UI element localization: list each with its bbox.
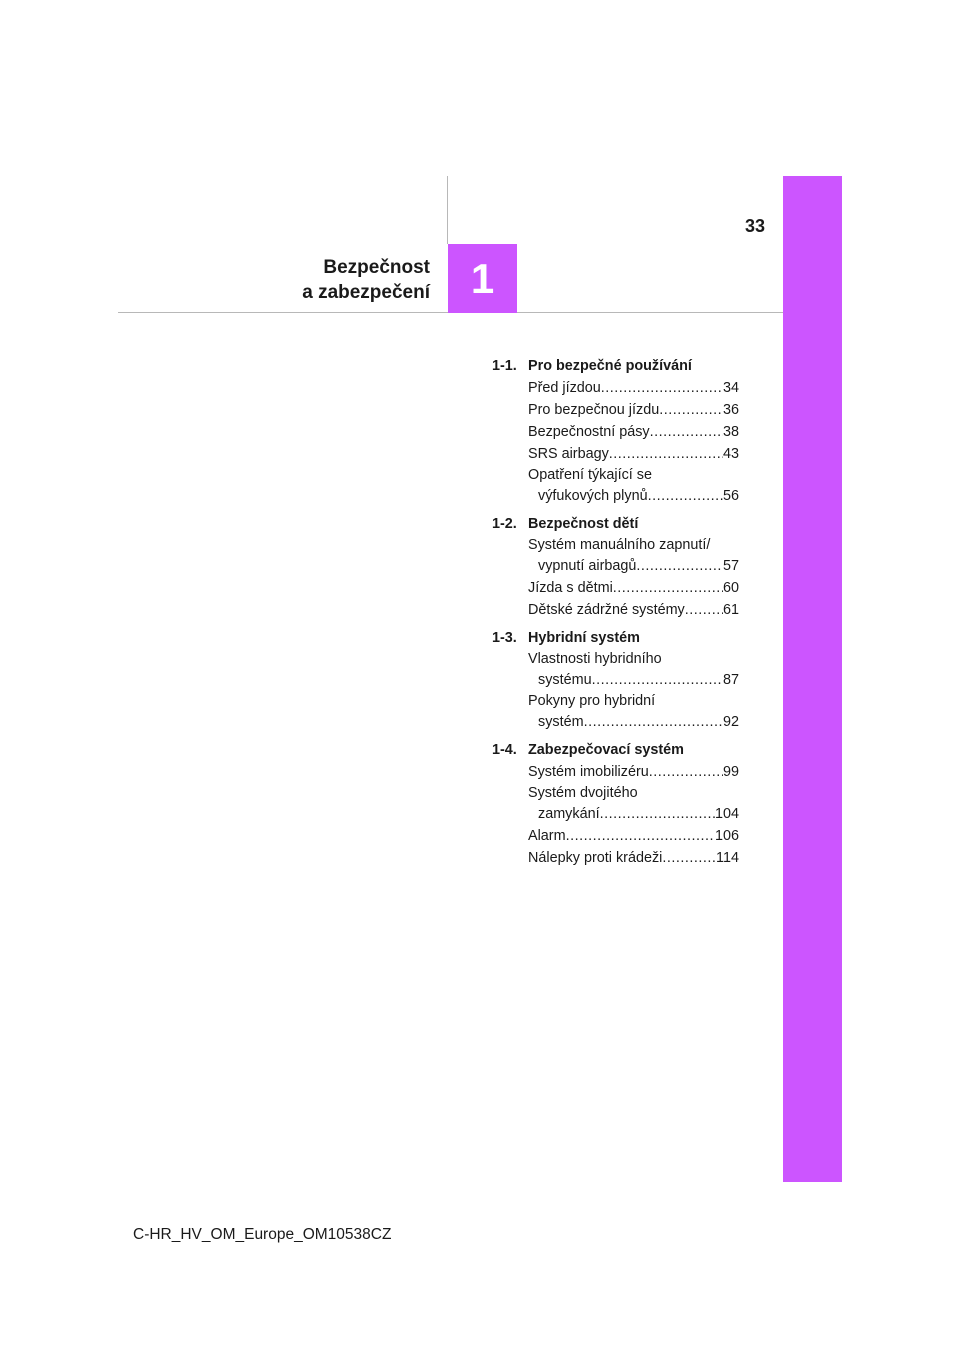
toc-leader-dots — [601, 377, 723, 399]
page-number: 33 — [745, 216, 766, 236]
toc-leader-dots — [566, 825, 715, 847]
toc-entry-title: Dětské zádržné systémy — [528, 602, 685, 618]
toc-entry[interactable] — [528, 847, 739, 869]
toc-entry[interactable] — [528, 377, 739, 399]
footer-doc-code: C-HR_HV_OM_Europe_OM10538CZ — [133, 1226, 392, 1243]
toc-entry-page: 61 — [722, 602, 739, 618]
toc-entry-page: 60 — [722, 580, 739, 596]
toc-entry-page: 36 — [722, 402, 739, 418]
toc-section-title: Zabezpečovací systém — [528, 742, 684, 758]
chapter-title — [302, 255, 430, 305]
toc-entry-page: 38 — [722, 424, 739, 440]
toc-entry-title: Alarm — [528, 828, 566, 844]
header-vertical-rule — [447, 176, 448, 244]
toc-leader-dots — [636, 555, 723, 577]
toc-entry-title: systému — [538, 672, 592, 688]
toc-entry-page: 57 — [722, 558, 739, 574]
toc-section-title: Hybridní systém — [528, 630, 640, 646]
toc-entry-page: 87 — [722, 672, 739, 688]
toc-entry[interactable] — [528, 399, 739, 421]
toc-section-heading[interactable] — [492, 627, 739, 649]
toc-entry[interactable] — [528, 577, 739, 599]
toc-leader-dots — [648, 485, 723, 507]
toc-entry-title: zamykání — [538, 806, 600, 822]
toc-entry-title: výfukových plynů — [538, 488, 648, 504]
toc-leader-dots — [662, 847, 716, 869]
toc-entry[interactable] — [528, 825, 739, 847]
toc-entry-title: SRS airbagy — [528, 446, 609, 462]
chapter-title-line1: Bezpečnost — [323, 257, 430, 278]
toc-entry-title: Bezpečnostní pásy — [528, 424, 650, 440]
toc-section-heading[interactable] — [492, 739, 739, 761]
toc-section-title: Bezpečnost dětí — [528, 516, 639, 532]
toc-entry-title: Systém imobilizéru — [528, 764, 649, 780]
toc-entry-page: 34 — [722, 380, 739, 396]
toc-entry-title-line1: Pokyny pro hybridní — [528, 693, 656, 709]
toc-entry-page: 56 — [722, 488, 739, 504]
toc-entry-title: systém — [538, 714, 584, 730]
toc-leader-dots — [613, 577, 723, 599]
toc-entry-page: 43 — [722, 446, 739, 462]
toc-leader-dots — [600, 803, 715, 825]
toc-entry-title: Pro bezpečnou jízdu — [528, 402, 660, 418]
toc-entry-title-line1: Opatření týkající se — [528, 467, 652, 483]
toc-entry[interactable] — [528, 783, 739, 825]
toc-leader-dots — [592, 669, 723, 691]
toc-entry-title-line1: Vlastnosti hybridního — [528, 651, 662, 667]
toc-entry[interactable] — [528, 599, 739, 621]
toc-entry-title: Před jízdou — [528, 380, 601, 396]
toc-entry-page: 104 — [714, 806, 739, 822]
toc-entry[interactable] — [528, 535, 739, 577]
toc-leader-dots — [685, 599, 723, 621]
toc-section-heading[interactable] — [492, 355, 739, 377]
toc-leader-dots — [650, 421, 723, 443]
toc-section-number: 1-1. — [492, 358, 517, 374]
table-of-contents — [492, 355, 739, 869]
toc-leader-dots — [609, 443, 723, 465]
toc-entry[interactable] — [528, 421, 739, 443]
toc-entry-title: vypnutí airbagů — [538, 558, 637, 574]
toc-leader-dots — [649, 761, 723, 783]
toc-entry-title-line1: Systém manuálního zapnutí/ — [528, 537, 711, 553]
toc-entry[interactable] — [528, 649, 739, 691]
toc-entry-page: 92 — [722, 714, 739, 730]
toc-entry[interactable] — [528, 443, 739, 465]
chapter-title-line2: a zabezpečení — [302, 282, 430, 303]
toc-entry[interactable] — [528, 691, 739, 733]
toc-leader-dots — [659, 399, 723, 421]
toc-entry-title-line1: Systém dvojitého — [528, 785, 638, 801]
chapter-number-box: 1 — [448, 244, 517, 313]
toc-section-number: 1-2. — [492, 516, 517, 532]
toc-entry-page: 114 — [716, 850, 739, 866]
toc-entry[interactable] — [528, 761, 739, 783]
toc-section-title: Pro bezpečné používání — [528, 358, 692, 374]
chapter-side-tab — [783, 176, 842, 1182]
toc-entry-title: Nálepky proti krádeži — [528, 850, 663, 866]
toc-leader-dots — [584, 711, 723, 733]
toc-section-number: 1-3. — [492, 630, 517, 646]
toc-entry[interactable] — [528, 465, 739, 507]
toc-entry-page: 106 — [714, 828, 739, 844]
toc-section-number: 1-4. — [492, 742, 517, 758]
toc-entry-page: 99 — [722, 764, 739, 780]
toc-section-heading[interactable] — [492, 513, 739, 535]
toc-entry-title: Jízda s dětmi — [528, 580, 613, 596]
